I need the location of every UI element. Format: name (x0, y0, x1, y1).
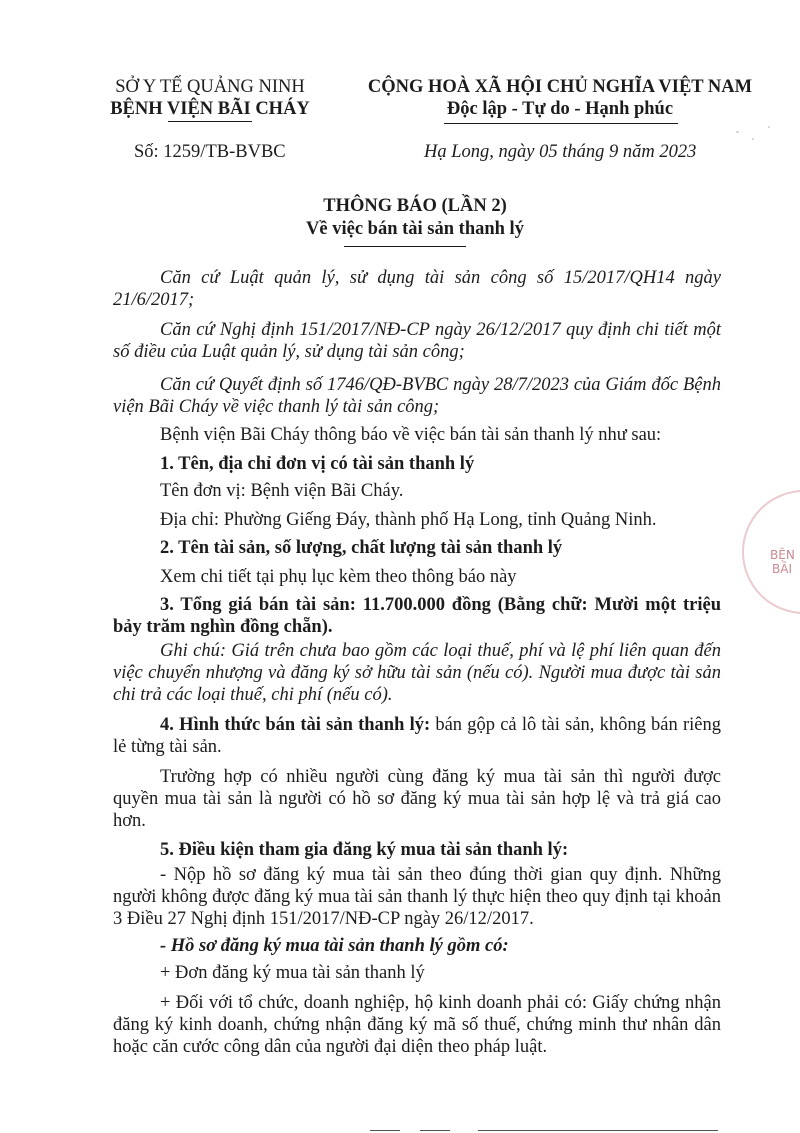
section5-item2: + Đơn đăng ký mua tài sản thanh lý (160, 963, 425, 983)
nation-motto: Độc lập - Tự do - Hạnh phúc (446, 99, 674, 119)
scan-speck (752, 138, 754, 140)
place-date: Hạ Long, ngày 05 tháng 9 năm 2023 (424, 142, 697, 162)
section4-heading: 4. Hình thức bán tài sản thanh lý: (160, 715, 431, 735)
section3-price: 3. Tổng giá bán tài sản: 11.700.000 đồng (Bằng chữ: Mười một triệu bảy trăm nghìn đồng chẵn). (113, 595, 721, 637)
stamp-text-2: BÃI (772, 562, 792, 576)
bottom-mark (420, 1130, 450, 1131)
nation-title: CỘNG HOÀ XÃ HỘI CHỦ NGHĨA VIỆT NAM (367, 77, 753, 97)
section1-unit: Tên đơn vị: Bệnh viện Bãi Cháy. (160, 481, 404, 501)
scan-speck (768, 126, 770, 128)
section2-detail: Xem chi tiết tại phụ lục kèm theo thông báo này (160, 567, 517, 587)
section5-subheading: - Hồ sơ đăng ký mua tài sản thanh lý gồm có: (160, 936, 509, 956)
doc-subtitle: Về việc bán tài sản thanh lý (306, 219, 524, 239)
section1-address: Địa chỉ: Phường Giếng Đáy, thành phố Hạ Long, tỉnh Quảng Ninh. (160, 510, 657, 530)
section5-item1: - Nộp hồ sơ đăng ký mua tài sản theo đúng thời gian quy định. Những người không được đăng ký mua tài sản thanh lý thực hiện theo quy định tại khoản 3 Điều 27 Nghị định 151/2017/NĐ-CP ngày 26/12/2017. (113, 865, 721, 929)
section1-heading: 1. Tên, địa chỉ đơn vị có tài sản thanh lý (160, 454, 475, 474)
bottom-mark (478, 1130, 718, 1131)
basis-decision: Căn cứ Quyết định số 1746/QĐ-BVBC ngày 28/7/2023 của Giám đốc Bệnh viện Bãi Cháy về việc thanh lý tài sản công; (113, 375, 721, 417)
intro-text: Bệnh viện Bãi Cháy thông báo về việc bán tài sản thanh lý như sau: (160, 425, 662, 445)
section2-heading: 2. Tên tài sản, số lượng, chất lượng tài sản thanh lý (160, 538, 563, 558)
basis-law: Căn cứ Luật quản lý, sử dụng tài sản công số 15/2017/QH14 ngày 21/6/2017; (113, 268, 721, 310)
section4-para2: Trường hợp có nhiều người cùng đăng ký mua tài sản thì người được quyền mua tài sản là người có hồ sơ đăng ký mua tài sản hợp lệ và trả giá cao hơn. (113, 767, 721, 831)
basis-decree: Căn cứ Nghị định 151/2017/NĐ-CP ngày 26/12/2017 quy định chi tiết một số điều của Luật quản lý, sử dụng tài sản công; (113, 320, 721, 362)
org-underline (168, 121, 252, 122)
section3-note: Ghi chú: Giá trên chưa bao gồm các loại thuế, phí và lệ phí liên quan đến việc chuyển nhượng và đăng ký sở hữu tài sản (nếu có). Người mua được tài sản chi trả các loại thuế, chi phí (nếu có). (113, 641, 721, 705)
section5-item3: + Đối với tổ chức, doanh nghiệp, hộ kinh doanh phải có: Giấy chứng nhận đăng ký kinh doanh, chứng nhận đăng ký mã số thuế, chứng minh thư nhân dân hoặc căn cước công dân của người đại diện theo pháp luật. (113, 993, 721, 1057)
section5-heading: 5. Điều kiện tham gia đăng ký mua tài sản thanh lý: (160, 840, 569, 860)
org-name: BỆNH VIỆN BÃI CHÁY (110, 99, 310, 119)
subtitle-underline (344, 246, 466, 247)
bottom-mark (370, 1130, 400, 1131)
doc-title: THÔNG BÁO (LẦN 2) (323, 196, 507, 216)
motto-underline (444, 123, 678, 124)
doc-number: Số: 1259/TB-BVBC (134, 142, 286, 162)
section4-text: 4. Hình thức bán tài sản thanh lý: bán gộp cả lô tài sản, không bán riêng lẻ từng tài sản. (113, 715, 721, 757)
org-parent: SỞ Y TẾ QUẢNG NINH (115, 77, 305, 97)
scan-speck (736, 131, 739, 133)
stamp-text-1: BỆN (770, 548, 795, 562)
